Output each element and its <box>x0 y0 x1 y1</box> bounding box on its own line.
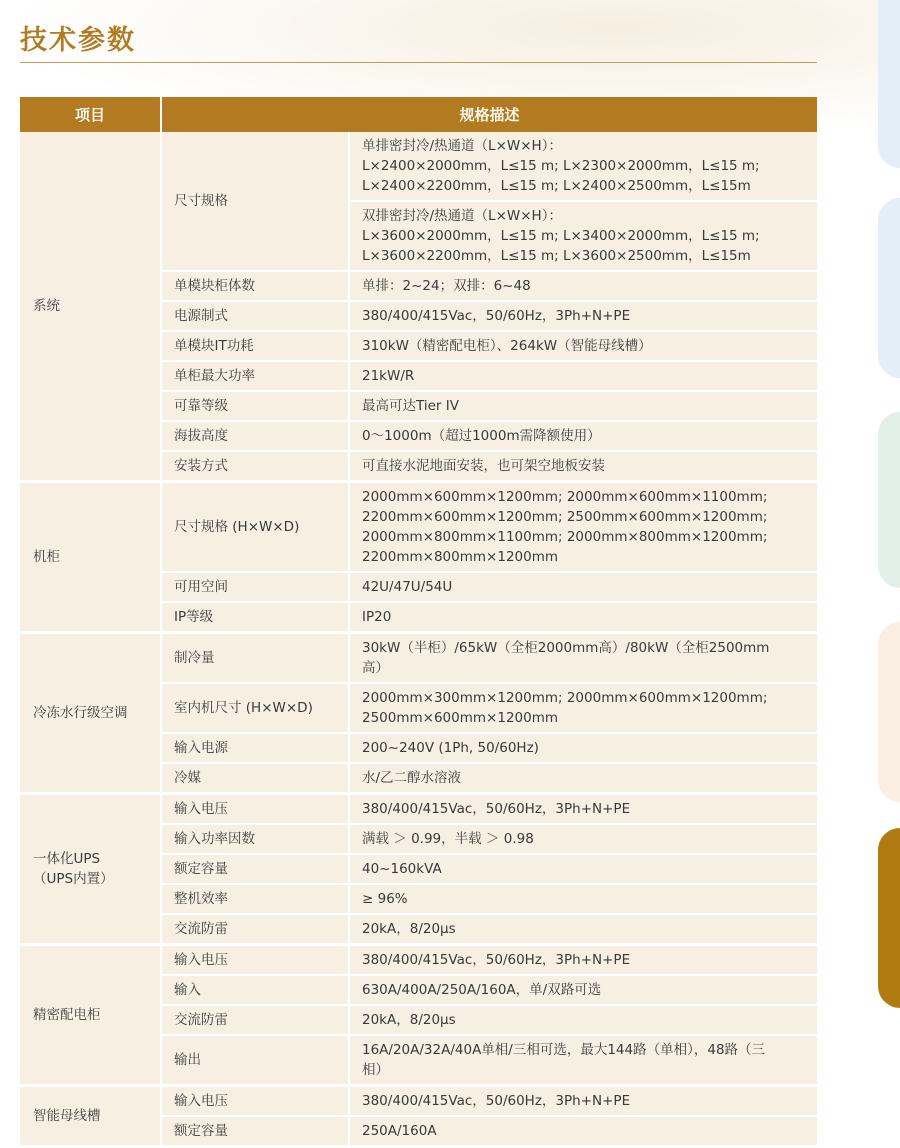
description-cell <box>349 683 817 733</box>
item-cell: 交流防雷 <box>161 914 349 945</box>
item-cell: 输入 <box>161 975 349 1005</box>
description-line: 16A/20A/32A/40A单相/三相可选，最大144路（单相），48路（三 <box>362 1042 766 1058</box>
item-cell: 尺寸规格 <box>161 132 349 271</box>
item-cell: 额定容量 <box>161 1116 349 1147</box>
description-cell: 满载 ＞ 0.99，半载 ＞ 0.98 <box>349 824 817 854</box>
category-cell: 机柜 <box>20 482 161 633</box>
item-cell: 冷媒 <box>161 763 349 794</box>
description-cell <box>349 201 817 271</box>
item-cell: 电源制式 <box>161 301 349 331</box>
spec-table <box>20 97 817 1148</box>
item-cell: 海拔高度 <box>161 421 349 451</box>
item-cell: 单模块IT功耗 <box>161 331 349 361</box>
description-cell: 40~160kVA <box>349 854 817 884</box>
category-cell <box>20 794 161 945</box>
title-divider <box>20 62 817 63</box>
item-cell: 尺寸规格 (H×W×D) <box>161 482 349 573</box>
description-cell: 42U/47U/54U <box>349 572 817 602</box>
description-line: 2200mm×600mm×1200mm; 2500mm×600mm×1200mm; <box>362 509 768 525</box>
description-cell: 630A/400A/250A/160A，单/双路可选 <box>349 975 817 1005</box>
header-item: 项目 <box>20 97 161 132</box>
header-spec: 规格描述 <box>161 97 817 132</box>
description-line: 2200mm×800mm×1200mm <box>362 549 559 565</box>
description-cell: 20kA，8/20μs <box>349 1005 817 1035</box>
description-line: 相） <box>362 1062 389 1078</box>
description-cell: 380/400/415Vac，50/60Hz，3Ph+N+PE <box>349 794 817 825</box>
description-line: 2000mm×800mm×1100mm; 2000mm×800mm×1200mm; <box>362 529 768 545</box>
description-cell: ≥ 96% <box>349 884 817 914</box>
description-cell: 单排：2~24；双排：6~48 <box>349 271 817 301</box>
group-2 <box>20 633 817 794</box>
item-cell: 安装方式 <box>161 451 349 482</box>
description-cell: 380/400/415Vac，50/60Hz，3Ph+N+PE <box>349 945 817 976</box>
side-tab-5-active[interactable] <box>878 828 900 1008</box>
description-line: L×3600×2000mm，L≤15 m; L×3400×2000mm，L≤15 m; <box>362 228 760 244</box>
side-tab-1[interactable] <box>878 0 900 168</box>
description-line: 2000mm×300mm×1200mm; 2000mm×600mm×1200mm; <box>362 690 768 706</box>
side-tab-3[interactable] <box>878 412 900 588</box>
description-cell: 21kW/R <box>349 361 817 391</box>
item-cell: 输入电压 <box>161 945 349 976</box>
description-line: 30kW（半柜）/65kW（全柜2000mm高）/80kW（全柜2500mm <box>362 640 770 656</box>
item-cell: 输入电压 <box>161 794 349 825</box>
description-line: 单排密封冷/热通道（L×W×H）： <box>362 138 562 154</box>
description-line: 高） <box>362 660 389 676</box>
description-cell: 20kA，8/20μs <box>349 914 817 945</box>
category-label-line: （UPS内置） <box>33 871 114 887</box>
description-cell: 0～1000m（超过1000m需降额使用） <box>349 421 817 451</box>
group-4 <box>20 945 817 1086</box>
table-row <box>20 1086 817 1117</box>
item-cell: 制冷量 <box>161 633 349 684</box>
description-cell <box>349 482 817 573</box>
side-tab-4[interactable] <box>878 622 900 802</box>
category-cell: 精密配电柜 <box>20 945 161 1086</box>
group-0 <box>20 132 817 482</box>
item-cell: 整机效率 <box>161 884 349 914</box>
description-cell <box>349 633 817 684</box>
item-cell: 交流防雷 <box>161 1005 349 1035</box>
group-5 <box>20 1086 817 1147</box>
description-line: L×2400×2200mm，L≤15 m; L×2400×2500mm，L≤15m <box>362 178 751 194</box>
description-line: L×3600×2200mm，L≤15 m; L×3600×2500mm，L≤15m <box>362 248 751 264</box>
description-cell <box>349 1035 817 1086</box>
item-cell: 单柜最大功率 <box>161 361 349 391</box>
table-row <box>20 132 817 201</box>
table-header-row <box>20 97 817 132</box>
table-row <box>20 633 817 684</box>
description-line: 双排密封冷/热通道（L×W×H）： <box>362 208 562 224</box>
item-cell: 额定容量 <box>161 854 349 884</box>
description-cell: 最高可达Tier IV <box>349 391 817 421</box>
item-cell: IP等级 <box>161 602 349 633</box>
description-cell: IP20 <box>349 602 817 633</box>
side-tab-2[interactable] <box>878 198 900 378</box>
description-cell: 250A/160A <box>349 1116 817 1147</box>
category-cell: 系统 <box>20 132 161 482</box>
item-cell: 可用空间 <box>161 572 349 602</box>
group-1 <box>20 482 817 633</box>
category-cell: 冷冻水行级空调 <box>20 633 161 794</box>
item-cell: 单模块柜体数 <box>161 271 349 301</box>
category-label-line: 一体化UPS <box>33 851 101 867</box>
group-3 <box>20 794 817 945</box>
description-cell: 200~240V (1Ph, 50/60Hz) <box>349 733 817 763</box>
description-line: 2000mm×600mm×1200mm; 2000mm×600mm×1100mm; <box>362 489 768 505</box>
description-line: 2500mm×600mm×1200mm <box>362 710 559 726</box>
table-row <box>20 945 817 976</box>
description-cell <box>349 132 817 201</box>
description-cell: 310kW（精密配电柜）、264kW（智能母线槽） <box>349 331 817 361</box>
item-cell: 输入电压 <box>161 1086 349 1117</box>
table-row <box>20 794 817 825</box>
item-cell: 可靠等级 <box>161 391 349 421</box>
description-cell: 380/400/415Vac，50/60Hz，3Ph+N+PE <box>349 1086 817 1117</box>
description-cell: 380/400/415Vac，50/60Hz，3Ph+N+PE <box>349 301 817 331</box>
table-row <box>20 482 817 573</box>
item-cell: 室内机尺寸 (H×W×D) <box>161 683 349 733</box>
category-cell: 智能母线槽 <box>20 1086 161 1147</box>
page-title: 技术参数 <box>20 25 136 56</box>
item-cell: 输入电源 <box>161 733 349 763</box>
item-cell: 输出 <box>161 1035 349 1086</box>
item-cell: 输入功率因数 <box>161 824 349 854</box>
description-cell: 可直接水泥地面安装，也可架空地板安装 <box>349 451 817 482</box>
description-line: L×2400×2000mm，L≤15 m; L×2300×2000mm，L≤15 m; <box>362 158 760 174</box>
description-cell: 水/乙二醇水溶液 <box>349 763 817 794</box>
